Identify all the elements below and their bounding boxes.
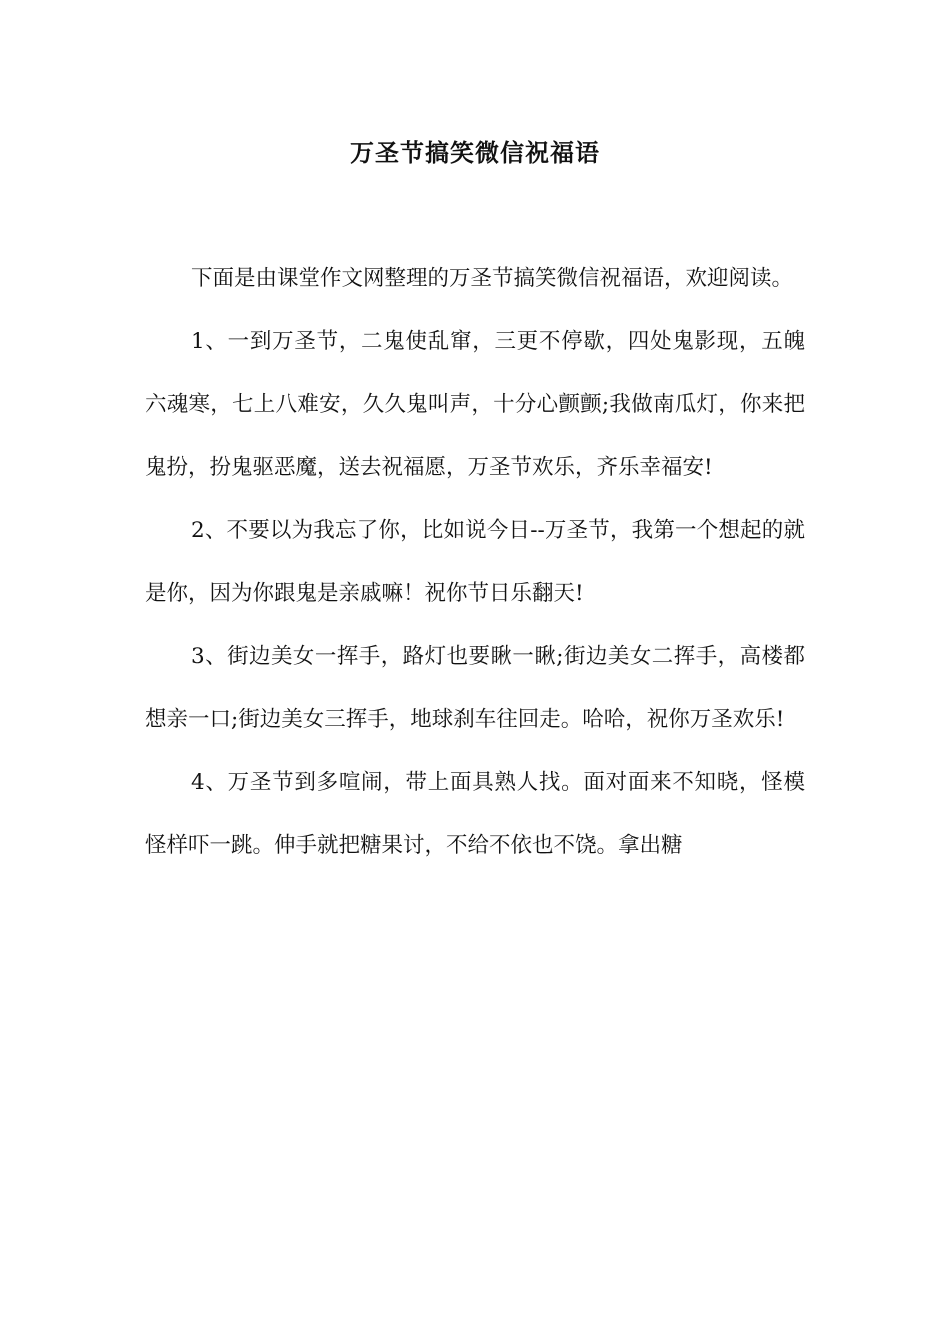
document-body xyxy=(145,247,805,877)
blessing-paragraph-2: 2、不要以为我忘了你，比如说今日--万圣节，我第一个想起的就是你，因为你跟鬼是亲戚嘛！祝你节日乐翻天! xyxy=(145,518,805,606)
document-title: 万圣节搞笑微信祝福语 xyxy=(350,138,600,167)
blessing-paragraph-4: 4、万圣节到多喧闹，带上面具熟人找。面对面来不知晓，怪模怪样吓一跳。伸手就把糖果讨，不给不依也不饶。拿出糖 xyxy=(145,770,805,858)
intro-paragraph: 下面是由课堂作文网整理的万圣节搞笑微信祝福语，欢迎阅读。 xyxy=(191,266,794,291)
blessing-paragraph-3: 3、街边美女一挥手，路灯也要瞅一瞅;街边美女二挥手，高楼都想亲一口;街边美女三挥手，地球刹车往回走。哈哈，祝你万圣欢乐! xyxy=(145,644,805,732)
blessing-paragraph-1: 1、一到万圣节，二鬼使乱窜，三更不停歇，四处鬼影现，五魄六魂寒，七上八难安，久久鬼叫声，十分心颤颤;我做南瓜灯，你来把鬼扮，扮鬼驱恶魔，送去祝福愿，万圣节欢乐，齐乐幸福安! xyxy=(145,329,805,480)
